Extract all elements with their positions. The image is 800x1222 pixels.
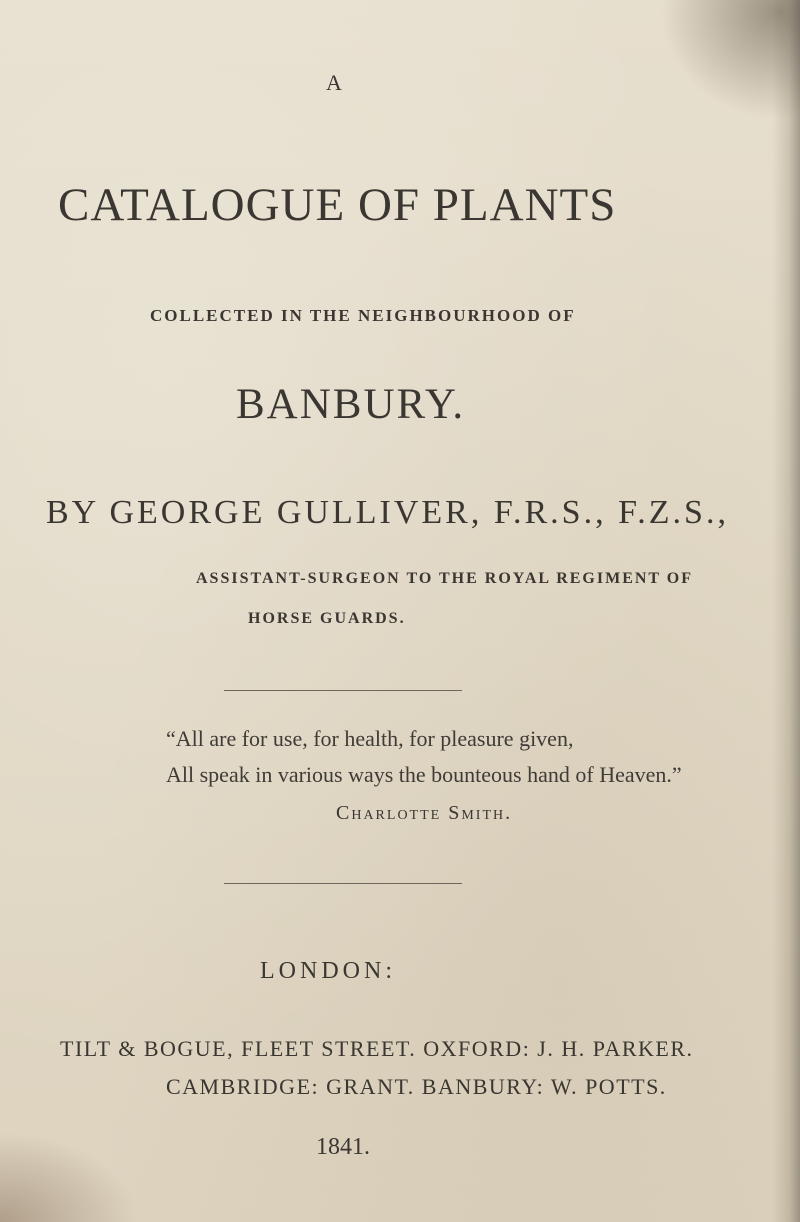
signature-mark: A	[326, 70, 342, 95]
imprint-publishers-line-2: CAMBRIDGE: GRANT. BANBURY: W. POTTS.	[166, 1074, 667, 1099]
author-line: BY GEORGE GULLIVER, F.R.S., F.Z.S.,	[46, 494, 729, 531]
imprint-year: 1841.	[316, 1134, 370, 1160]
divider-bottom	[224, 883, 462, 884]
author-role-line-1: ASSISTANT-SURGEON TO THE ROYAL REGIMENT OF	[196, 570, 694, 587]
imprint-publishers-line-1: TILT & BOGUE, FLEET STREET. OXFORD: J. H. PARKER.	[60, 1036, 694, 1061]
author-role-line-2: HORSE GUARDS.	[248, 610, 406, 627]
epigraph-line-1: “All are for use, for health, for pleasure given,	[166, 726, 574, 751]
place-name: BANBURY.	[236, 381, 466, 428]
divider-top	[224, 690, 462, 691]
imprint-city: LONDON:	[260, 958, 396, 984]
collected-line: COLLECTED IN THE NEIGHBOURHOOD OF	[150, 306, 576, 325]
book-title: CATALOGUE OF PLANTS	[58, 179, 617, 231]
page-stain-corner	[0, 1132, 140, 1222]
epigraph-attribution: Charlotte Smith.	[336, 802, 513, 824]
epigraph-line-2: All speak in various ways the bounteous hand of Heaven.”	[166, 762, 682, 787]
page-edge	[772, 0, 800, 1222]
